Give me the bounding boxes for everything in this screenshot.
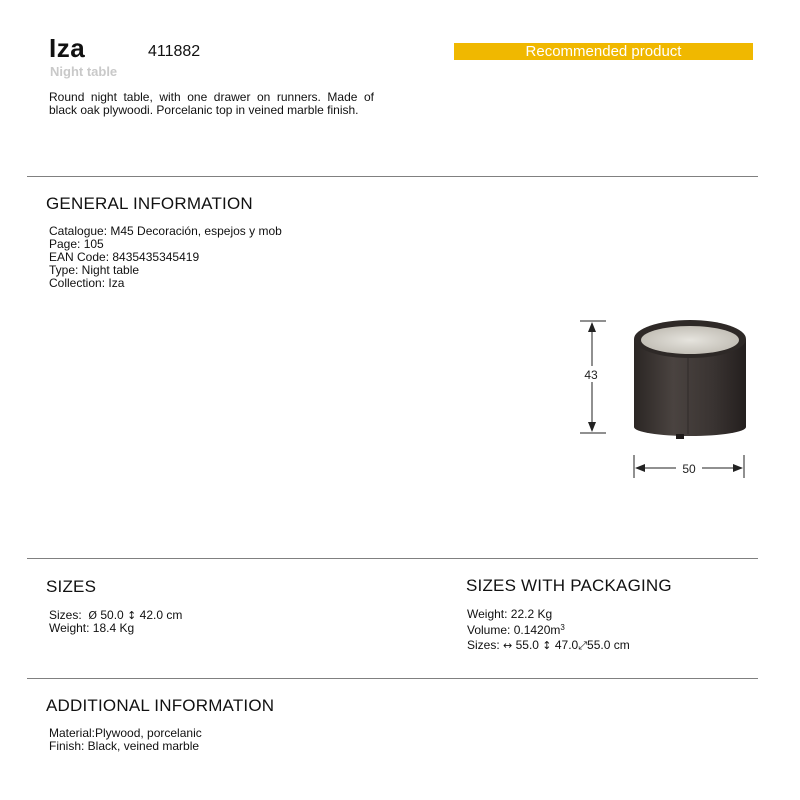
divider bbox=[27, 558, 758, 559]
general-info-list bbox=[49, 225, 282, 290]
product-drawing bbox=[570, 310, 760, 485]
sizes-prefix: Sizes: bbox=[49, 608, 82, 622]
sizes-list bbox=[49, 609, 182, 635]
weight-line: Weight: 18.4 Kg bbox=[49, 621, 135, 635]
night-table-illustration bbox=[634, 320, 746, 439]
sizes-title: SIZES bbox=[46, 577, 97, 596]
additional-info-list bbox=[49, 727, 202, 753]
additional-info-title: ADDITIONAL INFORMATION bbox=[46, 696, 275, 715]
height-dim-label: 43 bbox=[584, 368, 598, 382]
packaging-sizes-line bbox=[467, 639, 630, 652]
packaging-depth-value: 55.0 cm bbox=[587, 638, 630, 652]
page-line: Page: 105 bbox=[49, 237, 104, 251]
general-info-title: GENERAL INFORMATION bbox=[46, 194, 253, 213]
height-dimension bbox=[580, 321, 606, 433]
divider bbox=[27, 678, 758, 679]
packaging-width-value: 55.0 bbox=[515, 638, 539, 652]
packaging-sizes-prefix: Sizes: bbox=[467, 638, 500, 652]
diameter-value: 50.0 bbox=[100, 608, 124, 622]
width-dimension bbox=[634, 455, 744, 478]
depth-arrow-icon: ⤢ bbox=[578, 639, 588, 652]
diameter-icon: Ø bbox=[88, 609, 98, 622]
volume-value: Volume: 0.1420m bbox=[467, 623, 561, 637]
product-name: Iza bbox=[49, 33, 86, 63]
collection-line: Collection: Iza bbox=[49, 276, 125, 290]
width-arrow-icon: ↔ bbox=[503, 639, 513, 652]
packaging-weight-line: Weight: 22.2 Kg bbox=[467, 607, 553, 621]
recommended-badge: Recommended product bbox=[454, 43, 753, 60]
packaging-height-value: 47.0 bbox=[554, 638, 579, 652]
finish-line: Finish: Black, veined marble bbox=[49, 739, 200, 753]
packaging-title: SIZES WITH PACKAGING bbox=[466, 576, 672, 595]
divider bbox=[27, 176, 758, 177]
height-arrow-icon: ↕ bbox=[542, 639, 552, 652]
volume-unit-sup: 3 bbox=[560, 623, 565, 632]
product-description: Round night table, with one drawer on runners. Made of black oak plywoodi. Porcelanic top in veined marble finish. bbox=[49, 90, 374, 117]
product-type-label: Night table bbox=[50, 64, 118, 79]
material-line: Material:Plywood, porcelanic bbox=[49, 726, 202, 740]
height-icon: ↕ bbox=[127, 609, 137, 622]
packaging-volume-line bbox=[467, 621, 630, 637]
height-value: 42.0 cm bbox=[139, 608, 183, 622]
catalogue-line: Catalogue: M45 Decoración, espejos y mob bbox=[49, 224, 282, 238]
type-line: Type: Night table bbox=[49, 263, 140, 277]
packaging-list bbox=[467, 608, 630, 652]
ean-line: EAN Code: 8435435345419 bbox=[49, 250, 200, 264]
product-code: 411882 bbox=[148, 43, 201, 60]
width-dim-label: 50 bbox=[682, 462, 696, 476]
